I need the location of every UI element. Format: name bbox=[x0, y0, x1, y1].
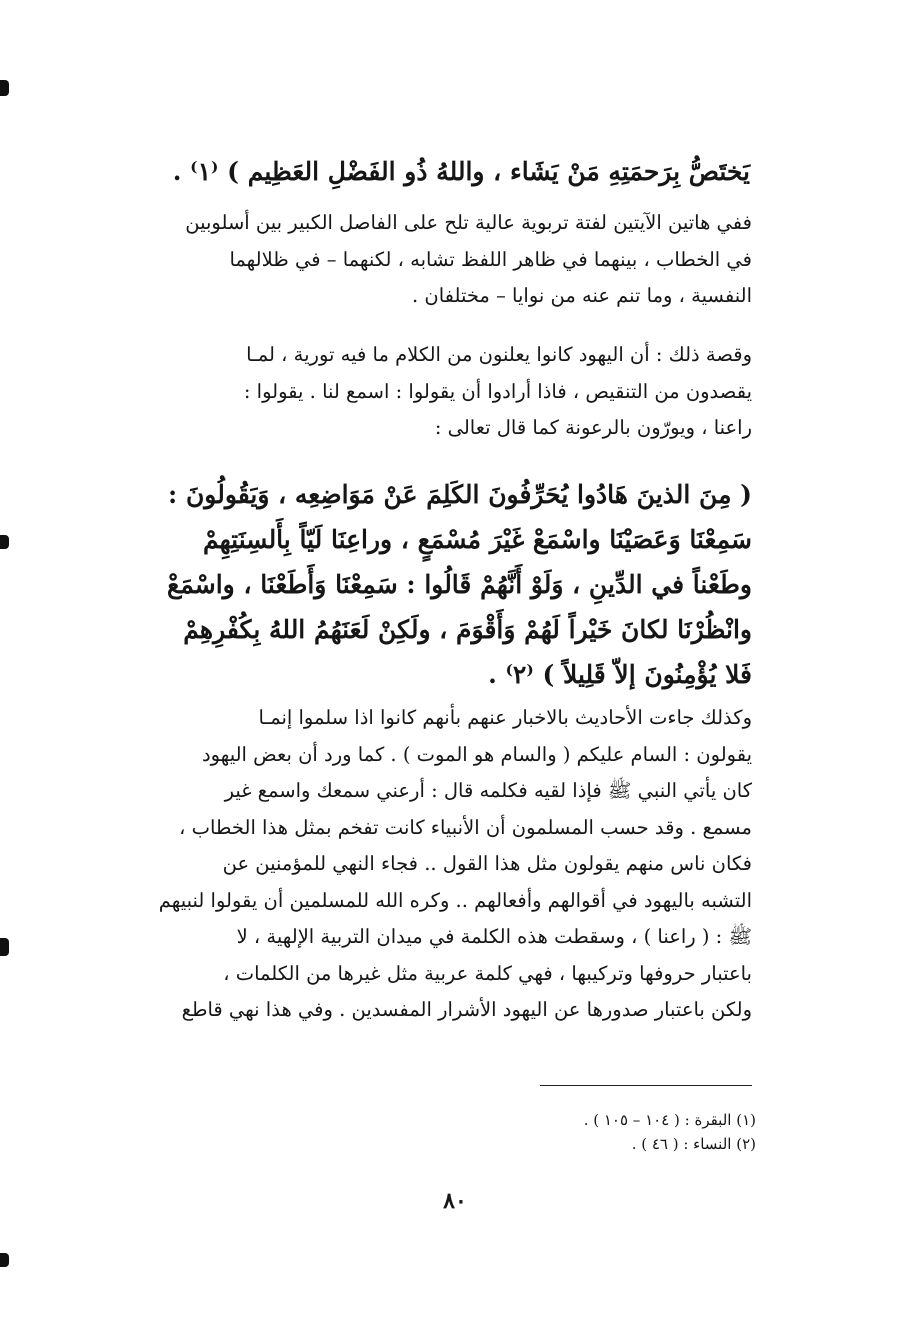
paragraph-line: راعنا ، ويورّون بالرعونة كما قال تعالى : bbox=[434, 416, 752, 439]
scan-edge-mark bbox=[0, 1253, 9, 1267]
top-verse-line: يَختَصُّ بِرَحمَتِهِ مَنْ يَشَاء ، واللهُ ذُو الفَضْلِ العَظِيم ) ⁽١⁾ . bbox=[172, 157, 750, 186]
page-number: ٨٠ bbox=[443, 1188, 467, 1214]
footnote-1: (١) البقرة : ( ١٠٤ – ١٠٥ ) . bbox=[583, 1111, 756, 1129]
footnotes bbox=[440, 1108, 756, 1156]
paragraph-line: وكذلك جاءت الأحاديث بالاخبار عنهم بأنهم كانوا اذا سلموا إنمـا bbox=[258, 706, 752, 729]
paragraph-line: في الخطاب ، بينهما في ظاهر اللفظ تشابه ، لكنهما – في ظلالهما bbox=[229, 247, 752, 271]
paragraph-line: يقولون : السام عليكم ( والسام هو الموت ) . كما ورد أن بعض اليهود bbox=[201, 742, 752, 766]
verse-line: وانْظُرْنَا لكانَ خَيْراً لَهُمْ وَأَقْوَمَ ، ولَكِنْ لَعَنَهُمُ اللهُ بِكُفْرِهِمْ bbox=[183, 615, 752, 644]
paragraph-line: ففي هاتين الآيتين لفتة تربوية عالية تلح على الفاصل الكبير بين أسلوبين bbox=[185, 211, 752, 234]
paragraph-line: ﷺ : ( راعنا ) ، وسقطت هذه الكلمة في ميدان التربية الإلهية ، لا bbox=[236, 925, 752, 948]
paragraph-line: يقصدون من التنقيص ، فاذا أرادوا أن يقولوا : اسمع لنا . يقولوا : bbox=[243, 379, 752, 403]
paragraph-line: وقصة ذلك : أن اليهود كانوا يعلنون من الكلام ما فيه تورية ، لمـا bbox=[246, 343, 752, 366]
paragraph-3 bbox=[100, 700, 752, 1029]
quran-verse bbox=[100, 472, 752, 697]
verse-line: وطَعْناً في الدِّينِ ، وَلَوْ أَنَّهُمْ قَالُوا : سَمِعْنَا وَأَطَعْنَا ، واسْمَعْ bbox=[167, 570, 752, 599]
paragraph-line: التشبه باليهود في أقوالهم وأفعالهم .. وكره الله للمسلمين أن يقولوا لنبيهم bbox=[158, 888, 752, 912]
verse-line: فَلا يُؤْمِنُونَ إلاّ قَلِيلاً ) ⁽٢⁾ . bbox=[488, 660, 752, 689]
paragraph-line: مسمع . وقد حسب المسلمون أن الأنبياء كانت تفخم بمثل هذا الخطاب ، bbox=[179, 815, 752, 839]
verse-line: ( مِنَ الذينَ هَادُوا يُحَرِّفُونَ الكَلِمَ عَنْ مَوَاضِعِه ، وَيَقُولُونَ : bbox=[168, 480, 752, 509]
paragraph-line: باعتبار حروفها وتركيبها ، فهي كلمة عربية مثل غيرها من الكلمات ، bbox=[223, 961, 752, 985]
verse-line: سَمِعْنَا وَعَصَيْنَا واسْمَعْ غَيْرَ مُسْمَعٍ ، وراعِنَا لَيّاً بِأَلسِنَتِهِمْ bbox=[203, 525, 752, 554]
top-verse bbox=[172, 149, 750, 194]
paragraph-line: كان يأتي النبي ﷺ فإذا لقيه فكلمه قال : أرعني سمعك واسمع غير bbox=[224, 779, 752, 802]
scan-edge-mark bbox=[0, 535, 9, 549]
paragraph-line: ولكن باعتبار صدورها عن اليهود الأشرار المفسدين . وفي هذا نهي قاطع bbox=[181, 998, 752, 1021]
footnote-2: (٢) النساء : ( ٤٦ ) . bbox=[631, 1135, 756, 1153]
paragraph-1 bbox=[100, 205, 752, 315]
scan-edge-mark bbox=[0, 938, 9, 956]
footnote-divider bbox=[540, 1085, 752, 1086]
paragraph-2 bbox=[100, 337, 752, 447]
scan-edge-mark bbox=[0, 80, 9, 96]
paragraph-line: النفسية ، وما تنم عنه من نوايا – مختلفان . bbox=[411, 284, 752, 307]
paragraph-line: فكان ناس منهم يقولون مثل هذا القول .. فجاء النهي للمؤمنين عن bbox=[222, 852, 752, 875]
